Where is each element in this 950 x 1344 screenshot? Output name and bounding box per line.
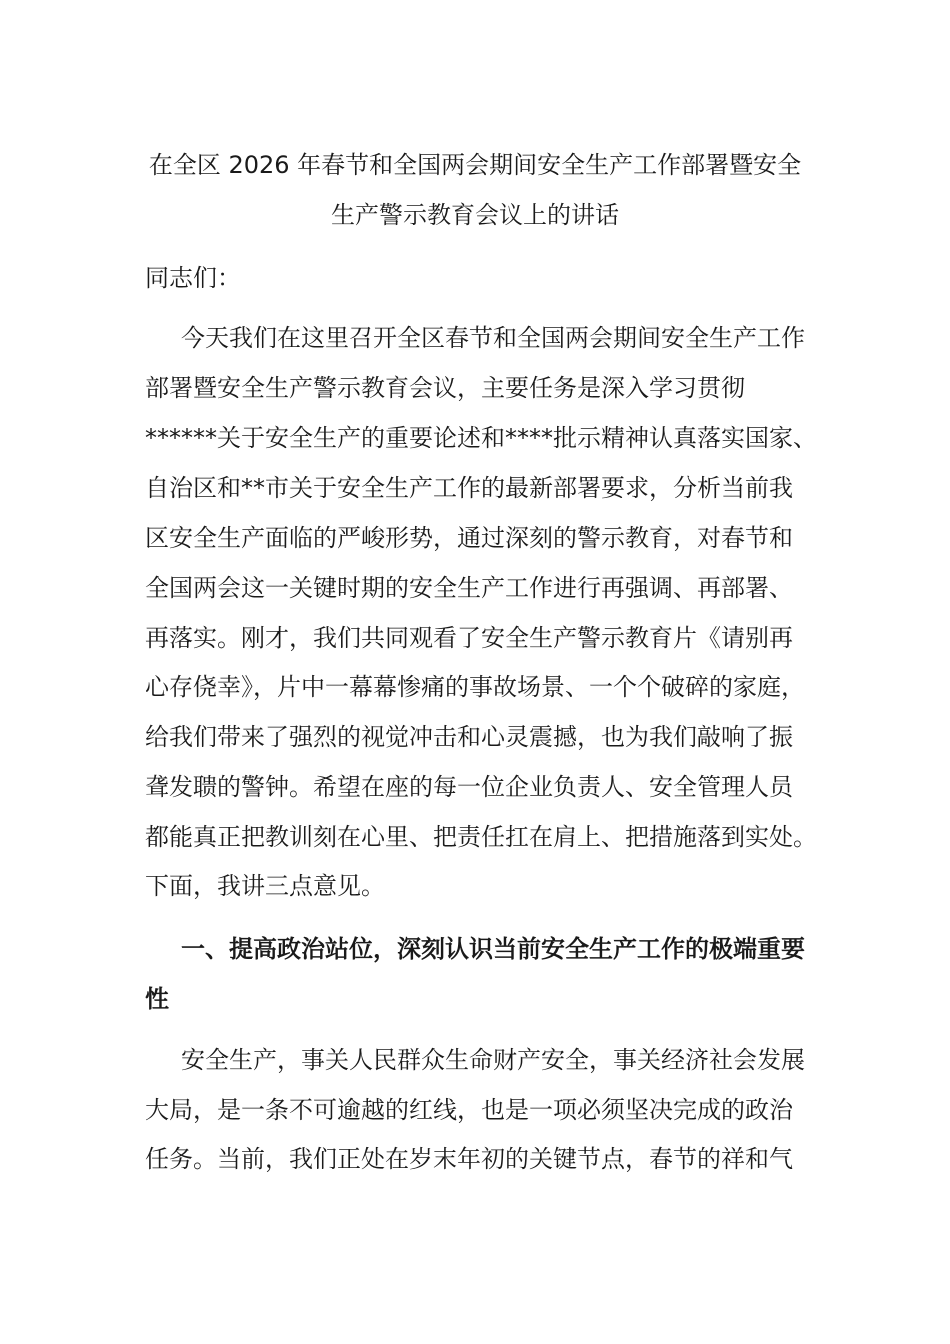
document-title-line-1: 在全区 2026 年春节和全国两会期间安全生产工作部署暨安全: [148, 151, 802, 179]
section-heading-1-line: 性: [145, 985, 169, 1013]
paragraph-1-line: 再落实。刚才，我们共同观看了安全生产警示教育片《请别再: [145, 624, 793, 652]
paragraph-1-line: ******关于安全生产的重要论述和****批示精神认真落实国家、: [145, 424, 817, 452]
paragraph-1-line: 给我们带来了强烈的视觉冲击和心灵震撼，也为我们敲响了振: [145, 723, 793, 751]
paragraph-1-line: 部署暨安全生产警示教育会议，主要任务是深入学习贯彻: [145, 374, 745, 402]
paragraph-1-line: 区安全生产面临的严峻形势，通过深刻的警示教育，对春节和: [145, 524, 793, 552]
paragraph-1-line: 都能真正把教训刻在心里、把责任扛在肩上、把措施落到实处。: [145, 823, 817, 851]
section-heading-1-line: 一、提高政治站位，深刻认识当前安全生产工作的极端重要: [181, 935, 805, 963]
document-title-line-2: 生产警示教育会议上的讲话: [331, 201, 619, 229]
paragraph-2-line: 安全生产，事关人民群众生命财产安全，事关经济社会发展: [181, 1046, 805, 1074]
paragraph-1-line: 心存侥幸》，片中一幕幕惨痛的事故场景、一个个破碎的家庭，: [145, 673, 805, 701]
paragraph-2-line: 大局，是一条不可逾越的红线，也是一项必须坚决完成的政治: [145, 1096, 793, 1124]
paragraph-1-line: 自治区和**市关于安全生产工作的最新部署要求，分析当前我: [145, 474, 793, 502]
paragraph-1-line: 下面，我讲三点意见。: [145, 872, 385, 900]
salutation: 同志们：: [145, 264, 241, 292]
paragraph-2-line: 任务。当前，我们正处在岁末年初的关键节点，春节的祥和气: [145, 1145, 793, 1173]
paragraph-1-line: 全国两会这一关键时期的安全生产工作进行再强调、再部署、: [145, 574, 793, 602]
paragraph-1-line: 聋发聩的警钟。希望在座的每一位企业负责人、安全管理人员: [145, 773, 793, 801]
paragraph-1-line: 今天我们在这里召开全区春节和全国两会期间安全生产工作: [181, 324, 805, 352]
